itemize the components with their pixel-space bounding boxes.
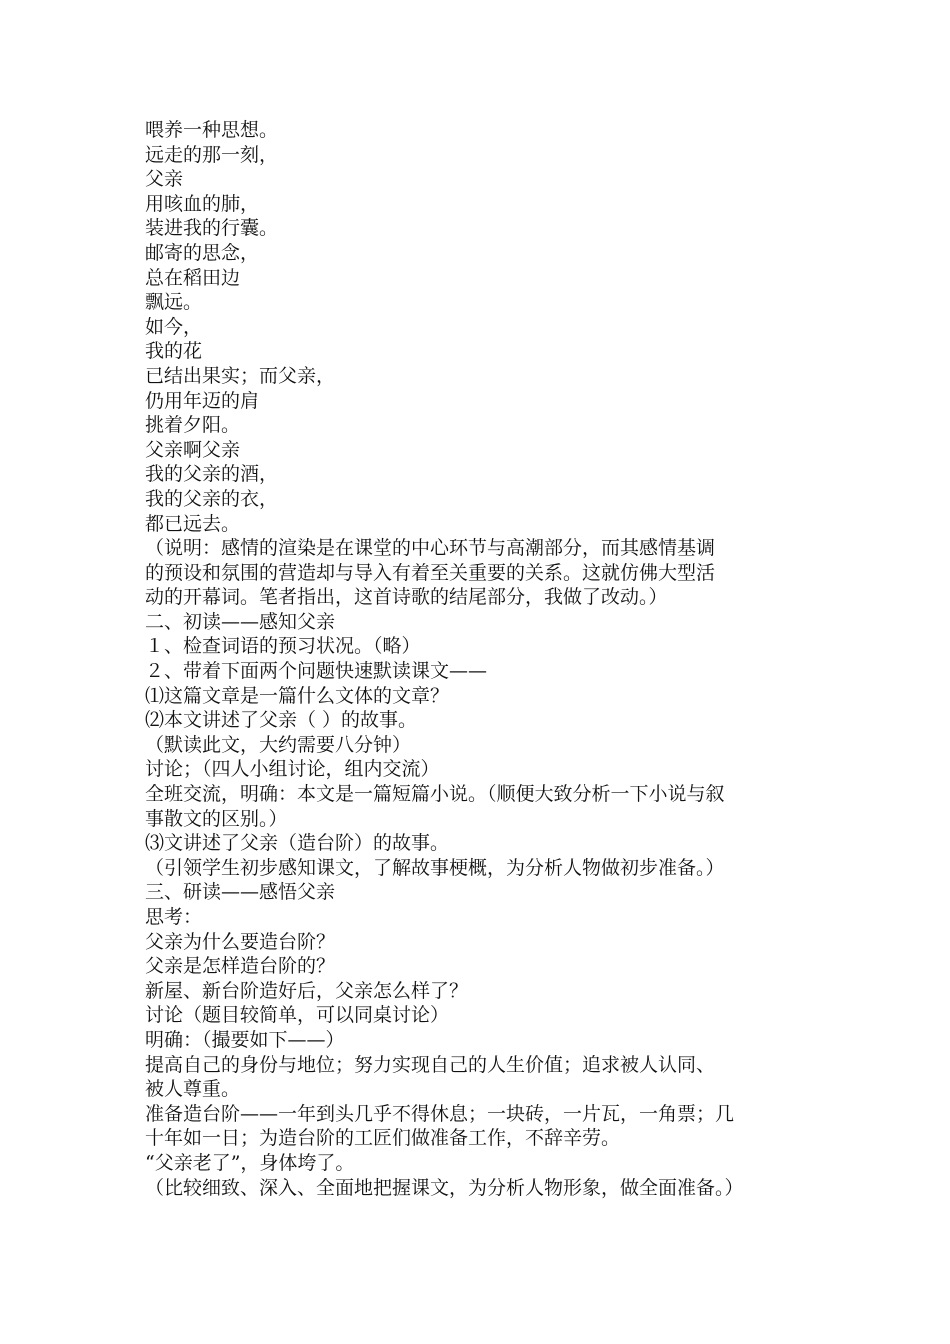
text-line: 讨论（题目较简单，可以同桌讨论） bbox=[145, 1004, 450, 1027]
text-line: 三、研读——感悟父亲 bbox=[145, 881, 336, 904]
text-line: ⑴这篇文章是一篇什么文体的文章？ bbox=[145, 684, 450, 707]
text-line: 讨论；（四人小组讨论，组内交流） bbox=[145, 758, 440, 781]
text-line: 事散文的区别。） bbox=[145, 807, 288, 830]
text-line: 总在稻田边 bbox=[145, 266, 241, 289]
text-line: 的预设和氛围的营造却与导入有着至关重要的关系。这就仿佛大型活 bbox=[145, 561, 716, 584]
text-line: “父亲老了”，身体垮了。 bbox=[145, 1151, 355, 1174]
text-line: （默读此文，大约需要八分钟） bbox=[145, 733, 412, 756]
text-line: （比较细致、深入、全面地把握课文，为分析人物形象，做全面准备。） bbox=[145, 1176, 744, 1199]
text-line: 全班交流，明确：本文是一篇短篇小说。（顺便大致分析一下小说与叙 bbox=[145, 783, 725, 806]
text-line: 被人尊重。 bbox=[145, 1078, 241, 1101]
text-line: 远走的那一刻， bbox=[145, 143, 279, 166]
text-line: 我的父亲的酒， bbox=[145, 463, 279, 486]
text-line: 动的开幕词。笔者指出，这首诗歌的结尾部分，我做了改动。） bbox=[145, 586, 668, 609]
text-line: 如今， bbox=[145, 315, 203, 338]
text-line: 已结出果实；而父亲， bbox=[145, 364, 336, 387]
text-line: 都已远去。 bbox=[145, 512, 241, 535]
text-line: 挑着夕阳。 bbox=[145, 414, 241, 437]
text-line: 提高自己的身份与地位；努力实现自己的人生价值；追求被人认同、 bbox=[145, 1053, 716, 1076]
text-line: 十年如一日；为造台阶的工匠们做准备工作，不辞辛劳。 bbox=[145, 1127, 621, 1150]
text-line: 思考： bbox=[145, 906, 203, 928]
text-line: 父亲 bbox=[145, 168, 184, 191]
text-line: ⑶文讲述了父亲（造台阶）的故事。 bbox=[145, 832, 450, 855]
text-line: ⑵本文讲述了父亲（ ）的故事。 bbox=[145, 709, 418, 732]
text-line: （说明：感情的渲染是在课堂的中心环节与高潮部分，而其感情基调 bbox=[145, 537, 716, 560]
text-line: 装进我的行囊。 bbox=[145, 217, 279, 240]
text-line: 仍用年迈的肩 bbox=[145, 389, 260, 412]
text-line: 父亲为什么要造台阶？ bbox=[145, 930, 336, 953]
text-line: 飘远。 bbox=[145, 291, 203, 314]
text-line: 喂养一种思想。 bbox=[145, 119, 279, 141]
text-line: 父亲啊父亲 bbox=[145, 438, 241, 461]
text-line: （引领学生初步感知课文，了解故事梗概，为分析人物做初步准备。） bbox=[145, 856, 725, 879]
text-line: ２、带着下面两个问题快速默读课文—— bbox=[145, 660, 488, 683]
text-line: １、检查词语的预习状况。（略） bbox=[145, 635, 421, 658]
text-line: 我的父亲的衣， bbox=[145, 487, 279, 510]
text-line: 我的花 bbox=[145, 340, 203, 363]
text-line: 明确：（撮要如下——） bbox=[145, 1028, 345, 1051]
text-line: 邮寄的思念， bbox=[145, 241, 260, 264]
document-body bbox=[145, 118, 815, 1200]
text-line: 准备造台阶——一年到头几乎不得休息；一块砖，一片瓦，一角票；几 bbox=[145, 1102, 735, 1125]
text-line: 用咳血的肺， bbox=[145, 192, 260, 215]
text-line: 新屋、新台阶造好后，父亲怎么样了？ bbox=[145, 979, 469, 1002]
text-line: 二、初读——感知父亲 bbox=[145, 610, 336, 633]
text-line: 父亲是怎样造台阶的？ bbox=[145, 955, 336, 978]
